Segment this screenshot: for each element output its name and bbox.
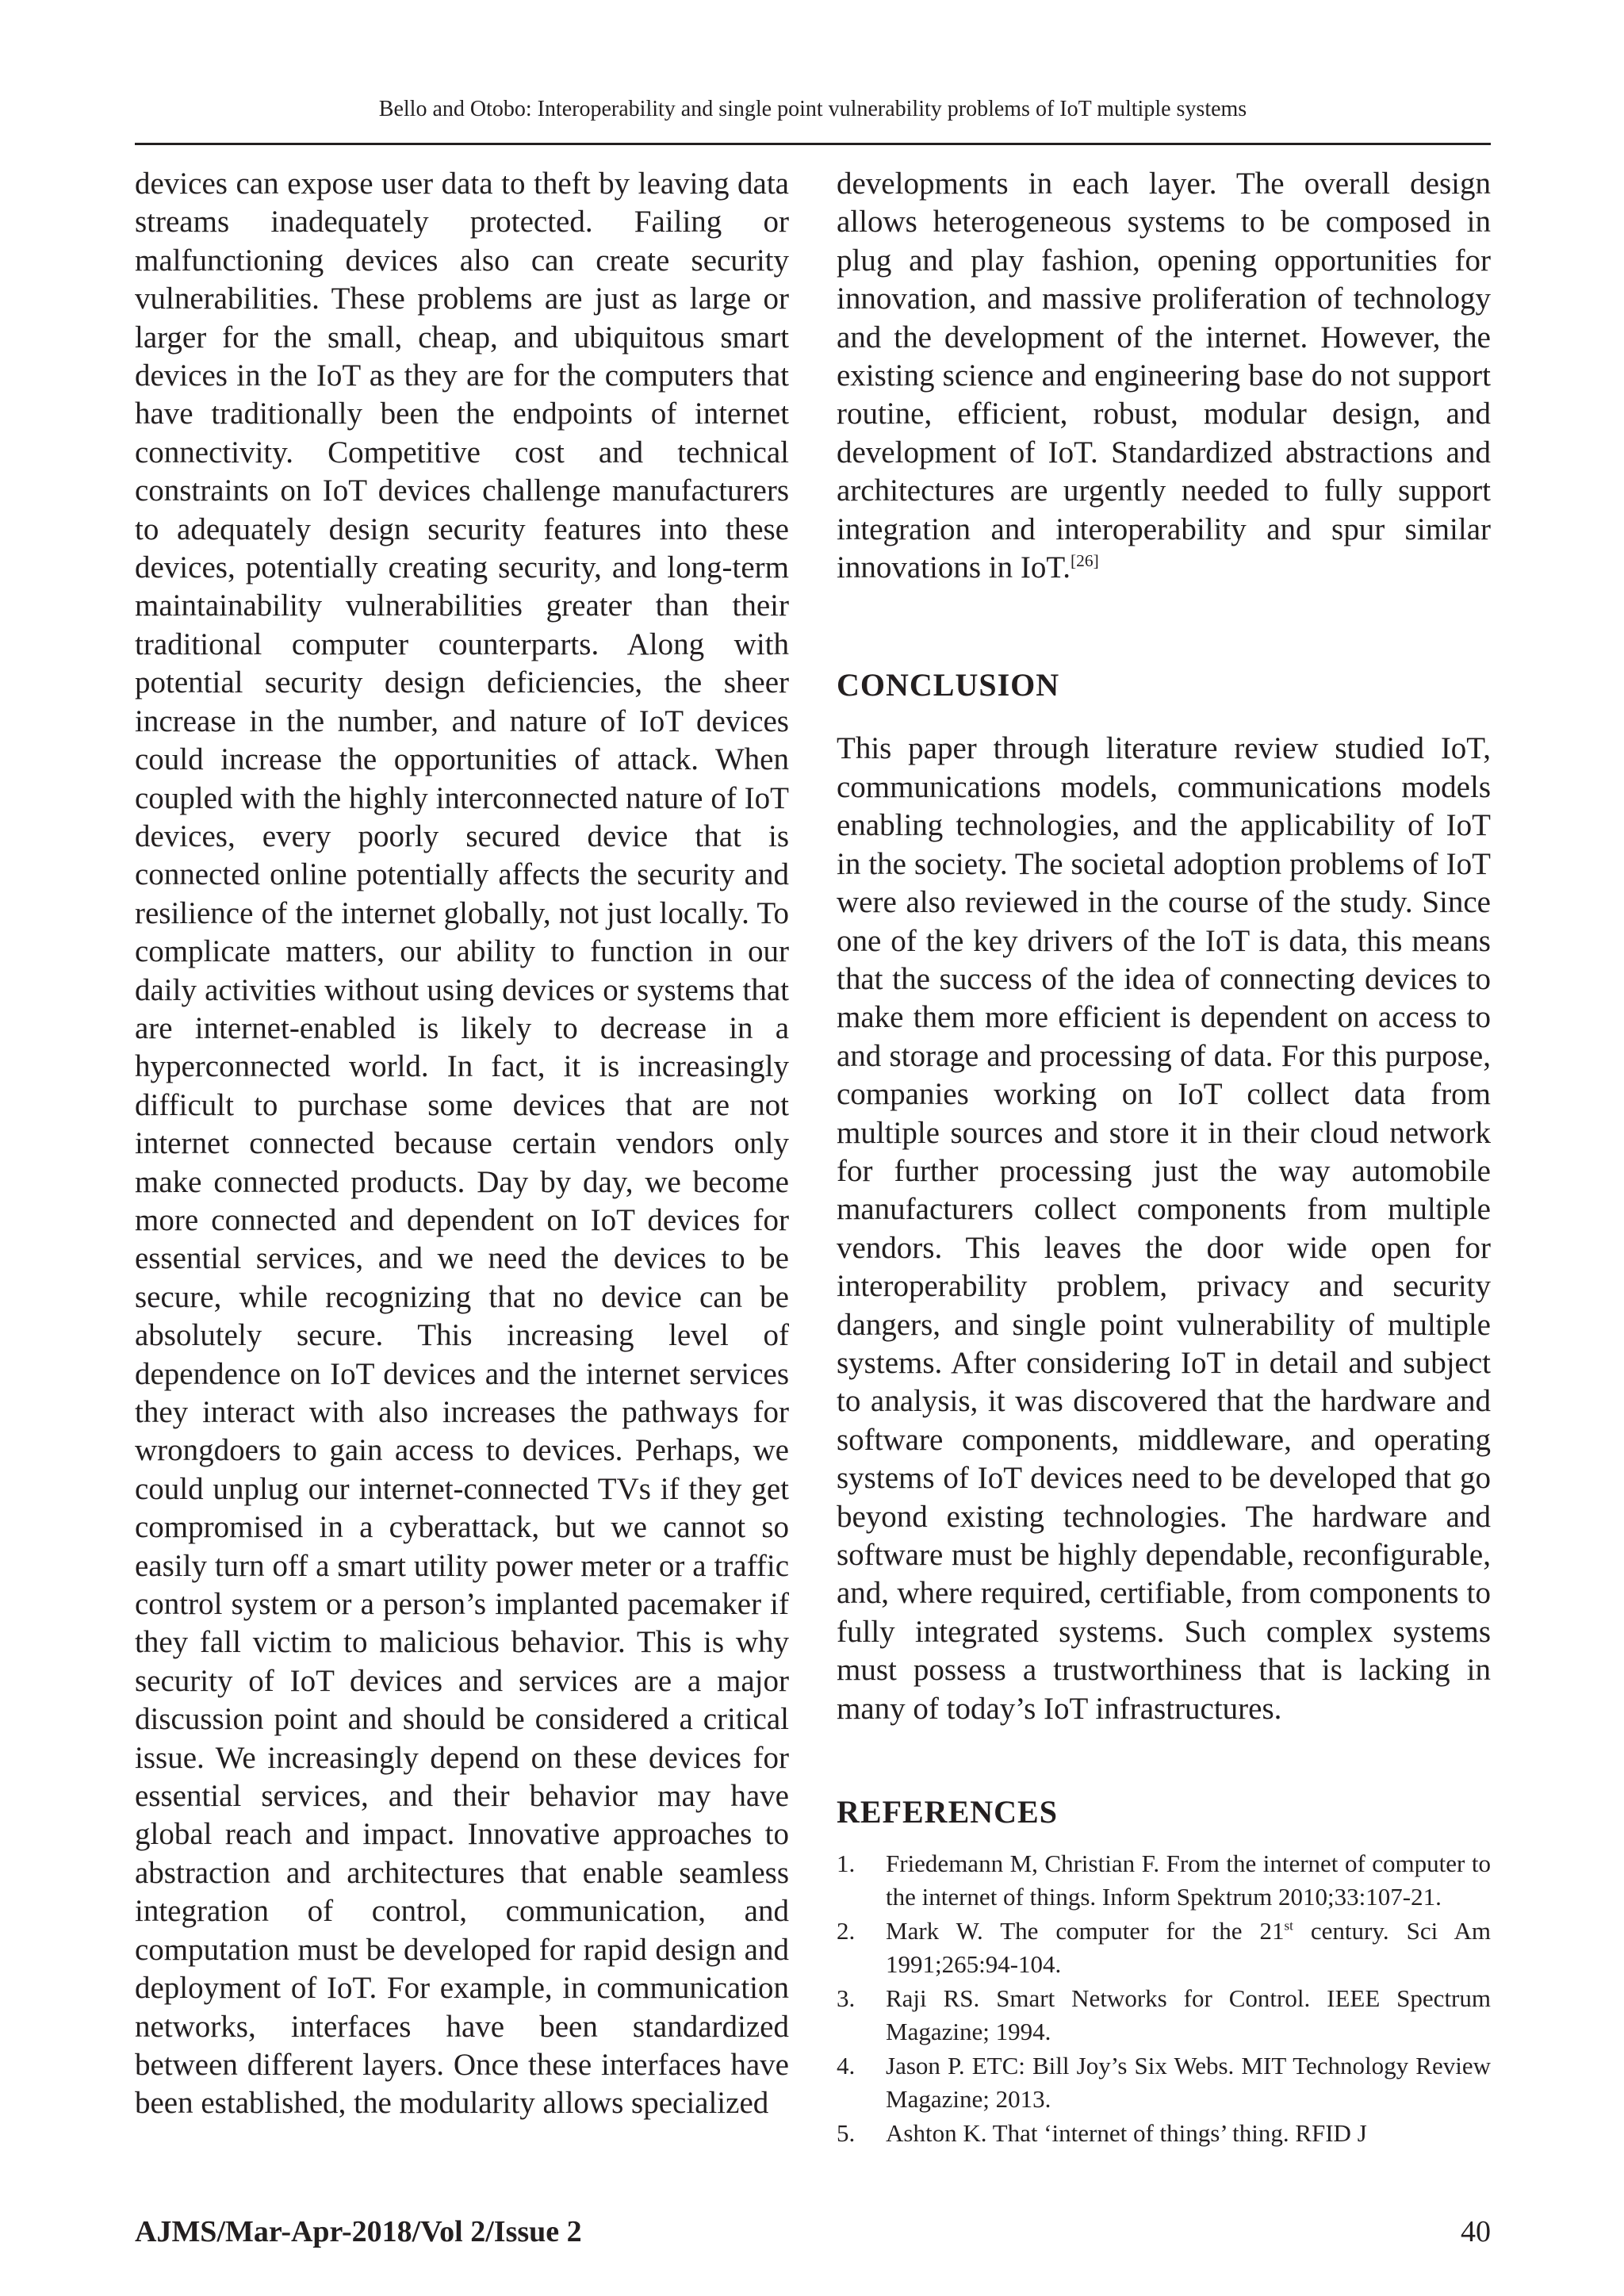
running-header: Bello and Otobo: Interoperability and single point vulnerability problems of IoT multiple systems [378, 97, 1247, 121]
left-column [135, 165, 789, 2123]
header-rule [135, 143, 1491, 145]
reference-text: Jason P. ETC: Bill Joy’s Six Webs. MIT Technology Review Magazine; 2013. [886, 2052, 1491, 2114]
conclusion-paragraph: This paper through literature review studied IoT, communications models, communications models enabling technologies, and the applicability of IoT in the society. The societal adoption problems of IoT were also reviewed in the course of the study. Since one of the key drivers of the IoT is data, this means that the success of the idea of connecting devices to make them more efficient is dependent on access to and storage and processing of data. For this purpose, companies working on IoT collect data from multiple sources and store it in their cloud network for further processing just the way automobile manufacturers collect components from multiple vendors. This leaves the door wide open for interoperability problem, privacy and security dangers, and single point vulnerability of multiple systems. After considering IoT in detail and subject to analysis, it was discovered that the hardware and software components, middleware, and operating systems of IoT devices need to be developed that go beyond existing technologies. The hardware and software must be highly dependable, reconfigurable, and, where required, certifiable, from components to fully integrated systems. Such complex systems must possess a trustworthiness that is lacking in many of today’s IoT infrastructures. [837, 731, 1491, 1726]
reference-text: Raji RS. Smart Networks for Control. IEEE Spectrum Magazine; 1994. [886, 1984, 1491, 2046]
reference-item [837, 2049, 1491, 2116]
reference-text: Friedemann M, Christian F. From the internet of computer to the internet of things. Inform Spektrum 2010;33:107-21. [886, 1849, 1491, 1911]
reference-text [886, 1915, 1491, 1981]
reference-text-part: Mark W. The computer for the 21 [886, 1917, 1285, 1945]
body-paragraph: devices can expose user data to theft by leaving data streams inadequately protected. Failing or malfunctioning devices also can create security vulnerabilities. These problems are just as large or larger for the small, cheap, and ubiquitous smart devices in the IoT as they are for the computers that have traditionally been the endpoints of internet connectivity. Competitive cost and technical constraints on IoT devices challenge manufacturers to adequately design security features into these devices, potentially creating security, and long-term maintainability vulnerabilities greater than their traditional computer counterparts. Along with potential security design deficiencies, the sheer increase in the number, and nature of IoT devices could increase the opportunities of attack. When coupled with the highly interconnected nature of IoT devices, every poorly secured device that is connected online potentially affects the security and resilience of the internet globally, not just locally. To complicate matters, our ability to function in our daily activities without using devices or systems that are internet-enabled is likely to decrease in a hyperconnected world. In fact, it is increasingly difficult to purchase some devices that are not internet connected because certain vendors only make connected products. Day by day, we become more connected and dependent on IoT devices for essential services, and we need the devices to be secure, while recognizing that no device can be absolutely secure. This increasing level of dependence on IoT devices and the internet services they interact with also increases the pathways for wrongdoers to gain access to devices. Perhaps, we could unplug our internet-connected TVs if they get compromised in a cyberattack, but we cannot so easily turn off a smart utility power meter or a traffic control system or a person’s implanted pacemaker if they fall victim to malicious behavior. This is why security of IoT devices and services are a major discussion point and should be considered a critical issue. We increasingly depend on these devices for essential services, and their behavior may have global reach and impact. Innovative approaches to abstraction and architectures that enable seamless integration of control, communication, and computation must be developed for rapid design and deployment of IoT. For example, in communication networks, interfaces have been standardized between different layers. Once these interfaces have been established, the modularity allows specialized [135, 167, 789, 2121]
reference-text: Ashton K. That ‘internet of things’ thing. RFID J [886, 2119, 1367, 2148]
reference-number: 5. [837, 2119, 856, 2148]
reference-item [837, 2117, 1491, 2150]
reference-text-part: century. Sci Am 1991;265:94-104. [886, 1917, 1492, 1979]
citation-marker: [26] [1071, 551, 1099, 571]
references-heading: REFERENCES [837, 1794, 1058, 1830]
reference-number: 4. [837, 2052, 856, 2080]
reference-item [837, 1982, 1491, 2049]
page-number: 40 [1461, 2215, 1491, 2248]
journal-footer: AJMS/Mar-Apr-2018/Vol 2/Issue 2 [135, 2215, 582, 2248]
conclusion-heading: CONCLUSION [837, 667, 1060, 703]
reference-item [837, 1915, 1491, 1981]
ordinal-superscript: st [1284, 1918, 1293, 1934]
continuation-text: developments in each layer. The overall design allows heterogeneous systems to be composed in plug and play fashion, opening opportunities for innovation, and massive proliferation of technology and the development of the internet. However, the existing science and engineering base do not support routine, efficient, robust, modular design, and development of IoT. Standardized abstractions and architectures are urgently needed to fully support integration and interoperability and spur similar innovations in IoT. [837, 167, 1491, 585]
reference-item [837, 1847, 1491, 1914]
reference-number: 1. [837, 1849, 856, 1878]
right-column [837, 165, 1491, 2151]
reference-number: 2. [837, 1917, 856, 1945]
reference-list [837, 1847, 1491, 2150]
continuation-paragraph [837, 165, 1491, 587]
reference-number: 3. [837, 1984, 856, 2013]
